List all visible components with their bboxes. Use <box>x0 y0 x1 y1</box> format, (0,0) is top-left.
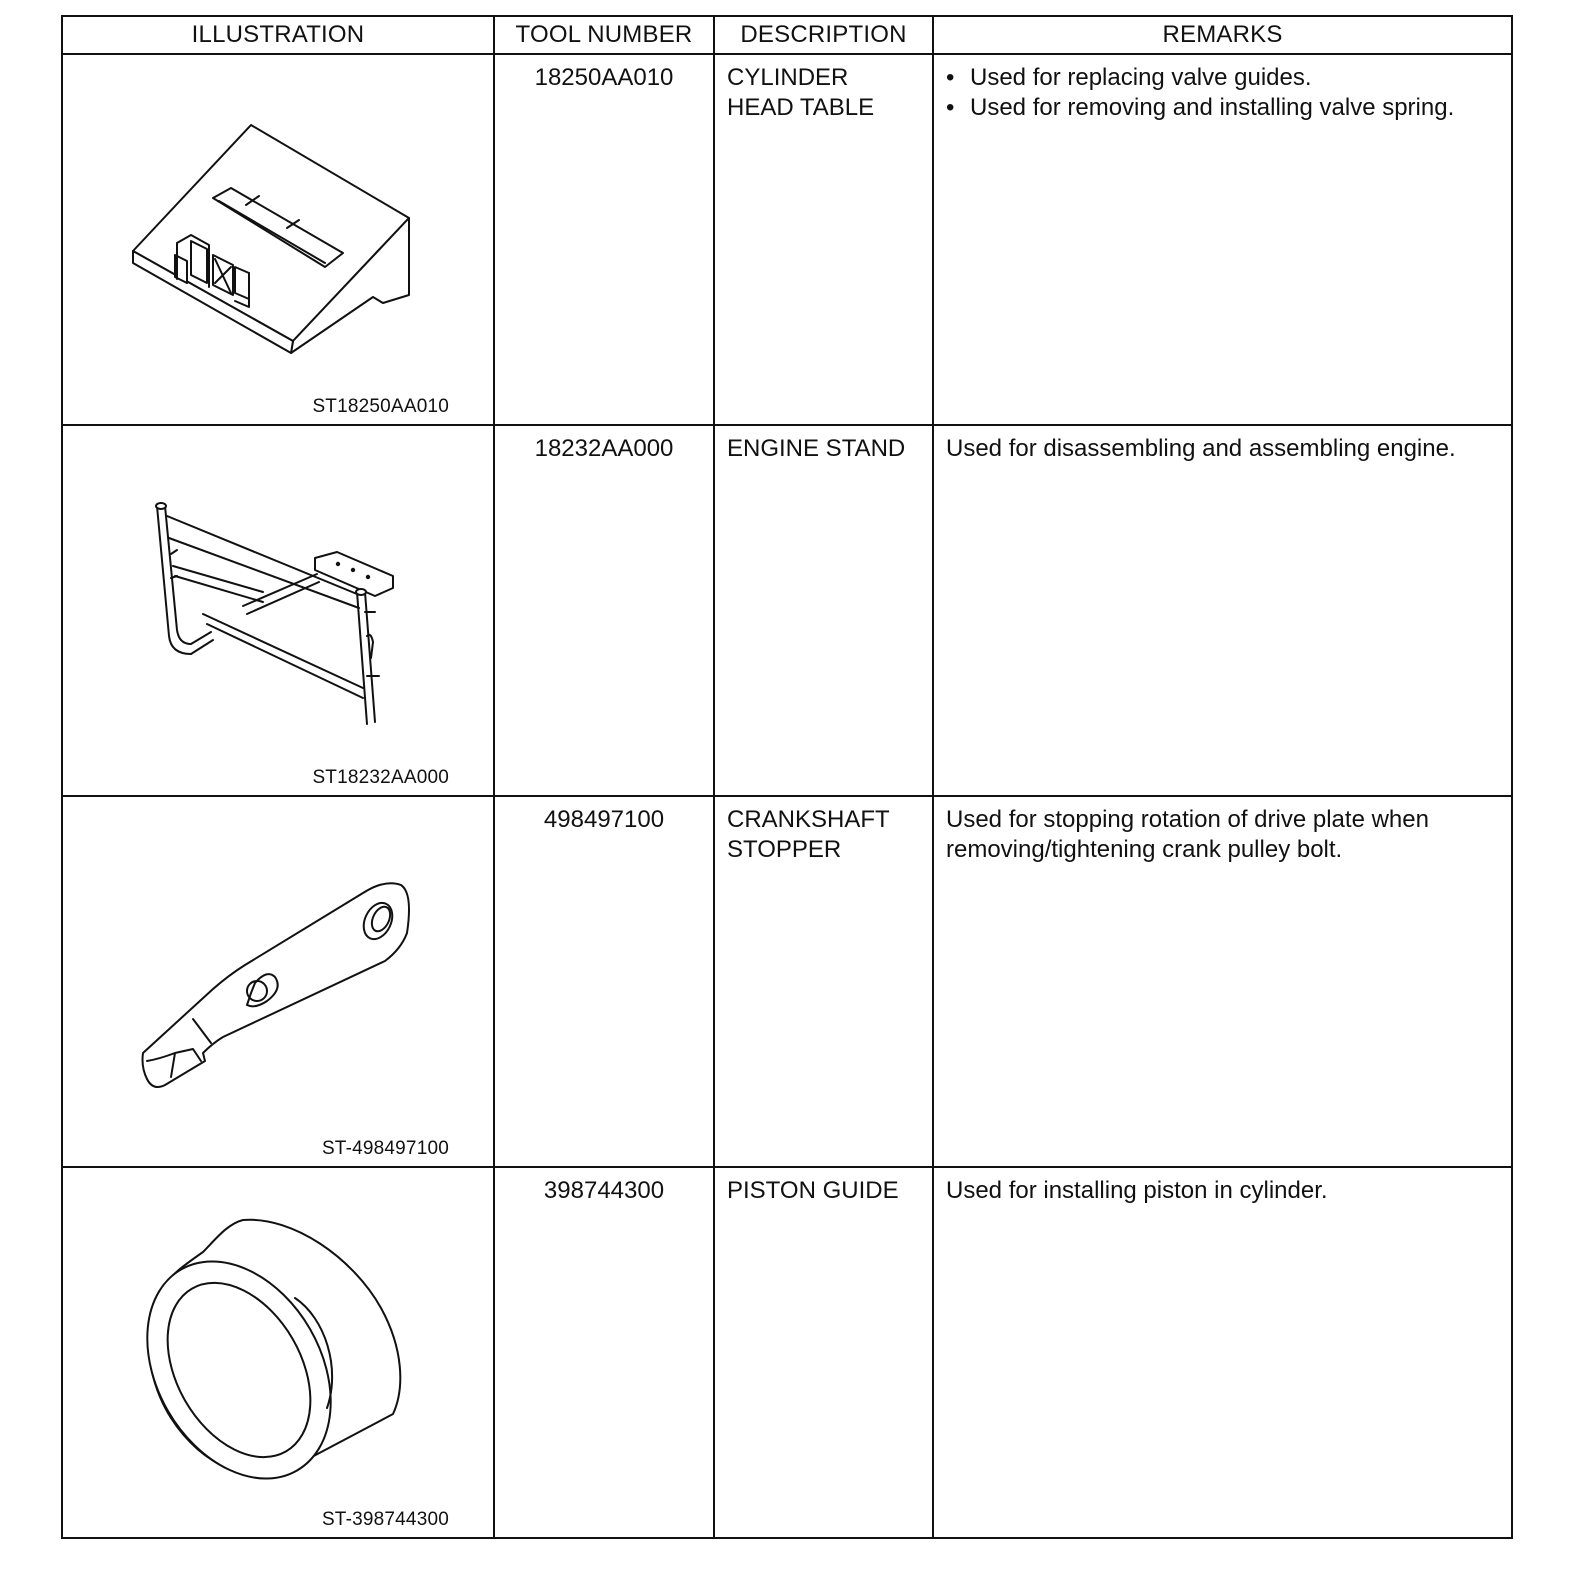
table-row <box>62 1167 1512 1538</box>
description: CRANKSHAFT STOPPER <box>714 796 933 1167</box>
illustration-code: ST-498497100 <box>321 1138 449 1159</box>
description: CYLINDER HEAD TABLE <box>714 54 933 425</box>
special-tools-table <box>61 15 1513 1539</box>
piston-guide-icon <box>63 1168 493 1529</box>
tool-number: 498497100 <box>494 796 714 1167</box>
table-row <box>62 796 1512 1167</box>
description: ENGINE STAND <box>714 425 933 796</box>
illustration-code: ST18250AA010 <box>312 396 449 417</box>
illustration-cell <box>62 425 494 796</box>
cylinder-head-table-icon <box>63 55 493 416</box>
header-tool-number: TOOL NUMBER <box>494 16 714 54</box>
tool-number: 18232AA000 <box>494 425 714 796</box>
illustration-cell <box>62 796 494 1167</box>
remark-text: Used for installing piston in cylinder. <box>946 1177 1328 1204</box>
illustration-code: ST18232AA000 <box>312 767 449 788</box>
remark-item: • Used for replacing valve guides. <box>946 63 1503 93</box>
table-row <box>62 425 1512 796</box>
tool-number: 398744300 <box>494 1167 714 1538</box>
crankshaft-stopper-icon <box>63 797 493 1158</box>
illustration-code: ST-398744300 <box>321 1509 449 1530</box>
remarks <box>933 1167 1512 1538</box>
description: PISTON GUIDE <box>714 1167 933 1538</box>
remark-item: • Used for removing and installing valve spring. <box>946 93 1503 123</box>
tool-number: 18250AA010 <box>494 54 714 425</box>
illustration-cell <box>62 1167 494 1538</box>
header-description: DESCRIPTION <box>714 16 933 54</box>
header-remarks: REMARKS <box>933 16 1512 54</box>
remarks-list <box>946 63 1503 123</box>
remarks <box>933 54 1512 425</box>
engine-stand-icon <box>63 426 493 787</box>
remarks <box>933 796 1512 1167</box>
remark-text: Used for disassembling and assembling engine. <box>946 435 1456 462</box>
header-row <box>62 16 1512 54</box>
remarks <box>933 425 1512 796</box>
illustration-cell <box>62 54 494 425</box>
remark-text: Used for stopping rotation of drive plate when removing/tightening crank pulley bolt. <box>946 806 1429 863</box>
table-row <box>62 54 1512 425</box>
header-illustration: ILLUSTRATION <box>62 16 494 54</box>
